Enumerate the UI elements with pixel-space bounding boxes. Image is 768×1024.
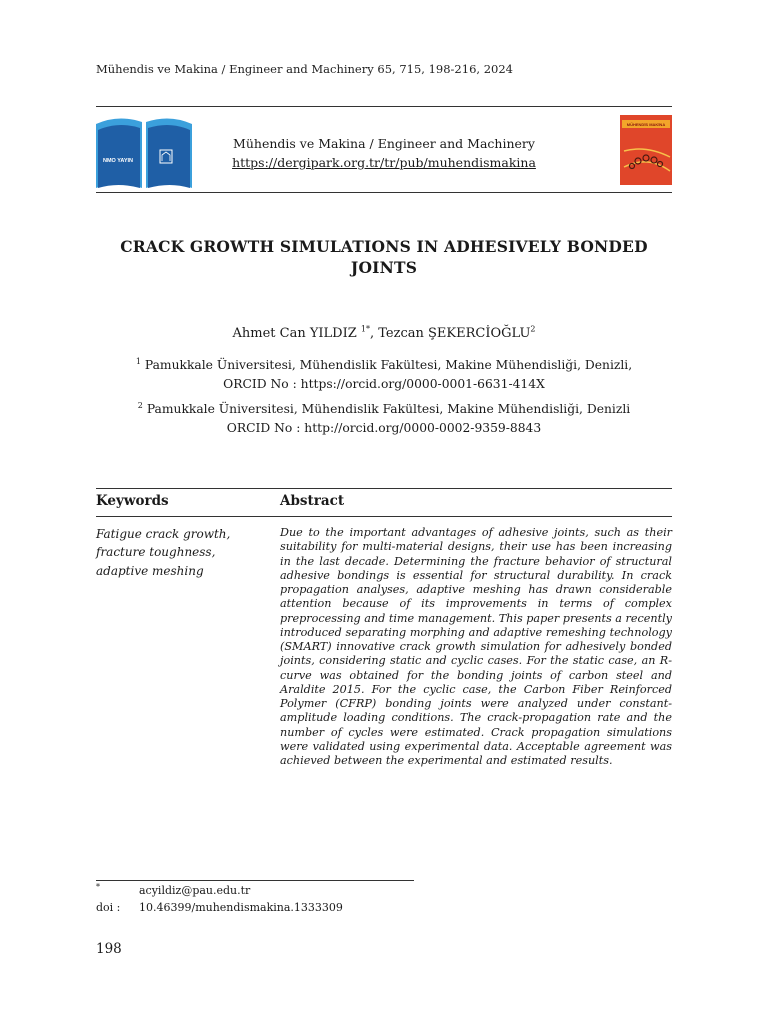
article-title: [96, 236, 672, 278]
keywords-list: [96, 525, 266, 580]
author-list: [96, 326, 672, 341]
affiliation-1: [96, 356, 672, 394]
publisher-book-logo: [96, 114, 192, 188]
keyword-item: Fatigue crack growth,: [96, 527, 231, 541]
keyword-item: adaptive meshing: [96, 563, 204, 578]
author-separator: ,: [370, 326, 379, 341]
footnote-email: [96, 884, 250, 897]
header-rule-top: [96, 106, 672, 107]
footnote-doi: [96, 901, 343, 914]
affiliation-1-marker: 1: [135, 356, 141, 366]
journal-cover-thumbnail: [620, 115, 672, 185]
running-citation: Mühendis ve Makina / Engineer and Machinery 65, 715, 198-216, 2024: [96, 62, 513, 76]
keyword-item: fracture toughness,: [96, 545, 216, 560]
corresponding-email[interactable]: acyildiz@pau.edu.tr: [139, 884, 251, 897]
journal-name: Mühendis ve Makina / Engineer and Machinery: [233, 136, 535, 151]
journal-header: [96, 110, 672, 190]
header-rule-bottom: [96, 192, 672, 193]
affiliation-2-orcid: ORCID No : http://orcid.org/0000-0002-9359-8843: [226, 421, 542, 435]
author-1: Ahmet Can YILDIZ: [232, 326, 357, 341]
doi-label: doi :: [96, 901, 121, 914]
abstract-heading: Abstract: [280, 493, 345, 509]
journal-url-link[interactable]: https://dergipark.org.tr/tr/pub/muhendismakina: [232, 155, 536, 170]
author-2: Tezcan ŞEKERCİOĞLU: [378, 326, 531, 341]
abstract-text: Due to the important advantages of adhesive joints, such as their suitability for multi-material designs, their use has been increasing in the last decade. Determining the fracture behavior of structural adhesive bondings is essential for structural durability. In crack propagation analyses, adaptive meshing has drawn considerable attention because of its improvements in terms of complex preprocessing and time management. This paper presents a recently introduced separating morphing and adaptive remeshing technology (SMART) innovative crack growth simulation for adhesively bonded joints, considering static and cyclic cases. For the static case, an R-curve was obtained for the bonding joints of carbon steel and Araldite 2015. For the cyclic case, the Carbon Fiber Reinforced Polymer (CFRP) bonding joints were analyzed under constant-amplitude loading conditions. The crack-propagation rate and the number of cycles were estimated. Crack propagation simulations were validated using experimental data. Acceptable agreement was achieved between the experimental and estimated results.: [280, 526, 672, 767]
title-line-1: CRACK GROWTH SIMULATIONS IN ADHESIVELY BONDED: [120, 237, 648, 256]
affiliation-1-address: Pamukkale Üniversitesi, Mühendislik Fakültesi, Makine Mühendisliği, Denizli,: [144, 358, 633, 372]
page-number: 198: [96, 941, 122, 957]
publisher-logo-text: NMO YAYIN: [102, 158, 134, 164]
doi-value[interactable]: 10.46399/muhendismakina.1333309: [139, 901, 343, 914]
affiliation-2: [96, 400, 672, 438]
table-rule-top: [96, 488, 672, 489]
keywords-heading: Keywords: [96, 493, 169, 509]
author-2-marker: 2: [530, 324, 536, 334]
title-line-2: JOINTS: [350, 258, 418, 277]
footnote-email-marker: *: [96, 882, 100, 892]
affiliation-2-marker: 2: [137, 400, 143, 410]
cover-title-text: MÜHENDİS MAKİNA: [626, 122, 666, 127]
author-1-marker: 1*: [360, 324, 370, 334]
table-rule-mid: [96, 516, 672, 517]
footnote-rule: [96, 880, 414, 881]
affiliation-1-orcid: ORCID No : https://orcid.org/0000-0001-6631-414X: [223, 377, 545, 391]
affiliation-2-address: Pamukkale Üniversitesi, Mühendislik Fakültesi, Makine Mühendisliği, Denizli: [146, 402, 631, 416]
